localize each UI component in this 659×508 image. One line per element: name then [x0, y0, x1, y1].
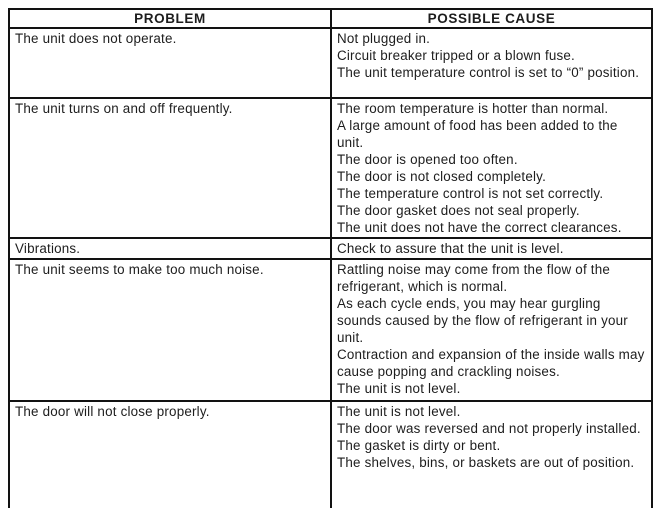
table-row-unit-turns-on-off — [9, 98, 652, 238]
problem-cell: The unit seems to make too much noise. — [9, 259, 331, 401]
cause-text: The gasket is dirty or bent. — [337, 438, 501, 453]
cause-text: As each cycle ends, you may hear gurgling sounds caused by the flow of refrigerant in your unit. — [337, 296, 628, 345]
problem-cell: The unit does not operate. — [9, 28, 331, 98]
cause-text: The shelves, bins, or baskets are out of position. — [337, 455, 635, 470]
cause-text: Circuit breaker tripped or a blown fuse. — [337, 48, 575, 63]
possible-cause-cell — [331, 238, 652, 259]
column-header-possible-cause: POSSIBLE CAUSE — [331, 9, 652, 28]
problem-cell: The unit turns on and off frequently. — [9, 98, 331, 238]
troubleshooting-table — [8, 8, 653, 508]
header-row — [9, 9, 652, 28]
problem-cell: The door will not close properly. — [9, 401, 331, 508]
table-row-door-not-close — [9, 401, 652, 508]
cause-text: The unit is not level. — [337, 404, 461, 419]
cause-text: The door is not closed completely. — [337, 169, 546, 184]
cause-text: The temperature control is not set correctly. — [337, 186, 604, 201]
cause-text: Not plugged in. — [337, 31, 431, 46]
table-row-vibrations — [9, 238, 652, 259]
cause-text: Rattling noise may come from the flow of the refrigerant, which is normal. — [337, 262, 611, 294]
problem-cell: Vibrations. — [9, 238, 331, 259]
cause-text: The unit does not have the correct clearances. — [337, 220, 622, 235]
table-row-unit-does-not-operate — [9, 28, 652, 98]
possible-cause-cell — [331, 98, 652, 238]
possible-cause-cell — [331, 401, 652, 508]
cause-text: The room temperature is hotter than normal. — [337, 101, 609, 116]
possible-cause-cell — [331, 259, 652, 401]
table-row-too-much-noise — [9, 259, 652, 401]
cause-text: The door was reversed and not properly installed. — [337, 421, 641, 436]
cause-text: A large amount of food has been added to the unit. — [337, 118, 618, 150]
cause-text: The door gasket does not seal properly. — [337, 203, 580, 218]
possible-cause-cell — [331, 28, 652, 98]
cause-text: The door is opened too often. — [337, 152, 518, 167]
cause-text: The unit temperature control is set to “0” position. — [337, 65, 640, 80]
column-header-problem: PROBLEM — [9, 9, 331, 28]
cause-text: The unit is not level. — [337, 381, 461, 396]
cause-text: Contraction and expansion of the inside walls may cause popping and crackling noises. — [337, 347, 645, 379]
cause-text: Check to assure that the unit is level. — [337, 241, 564, 256]
